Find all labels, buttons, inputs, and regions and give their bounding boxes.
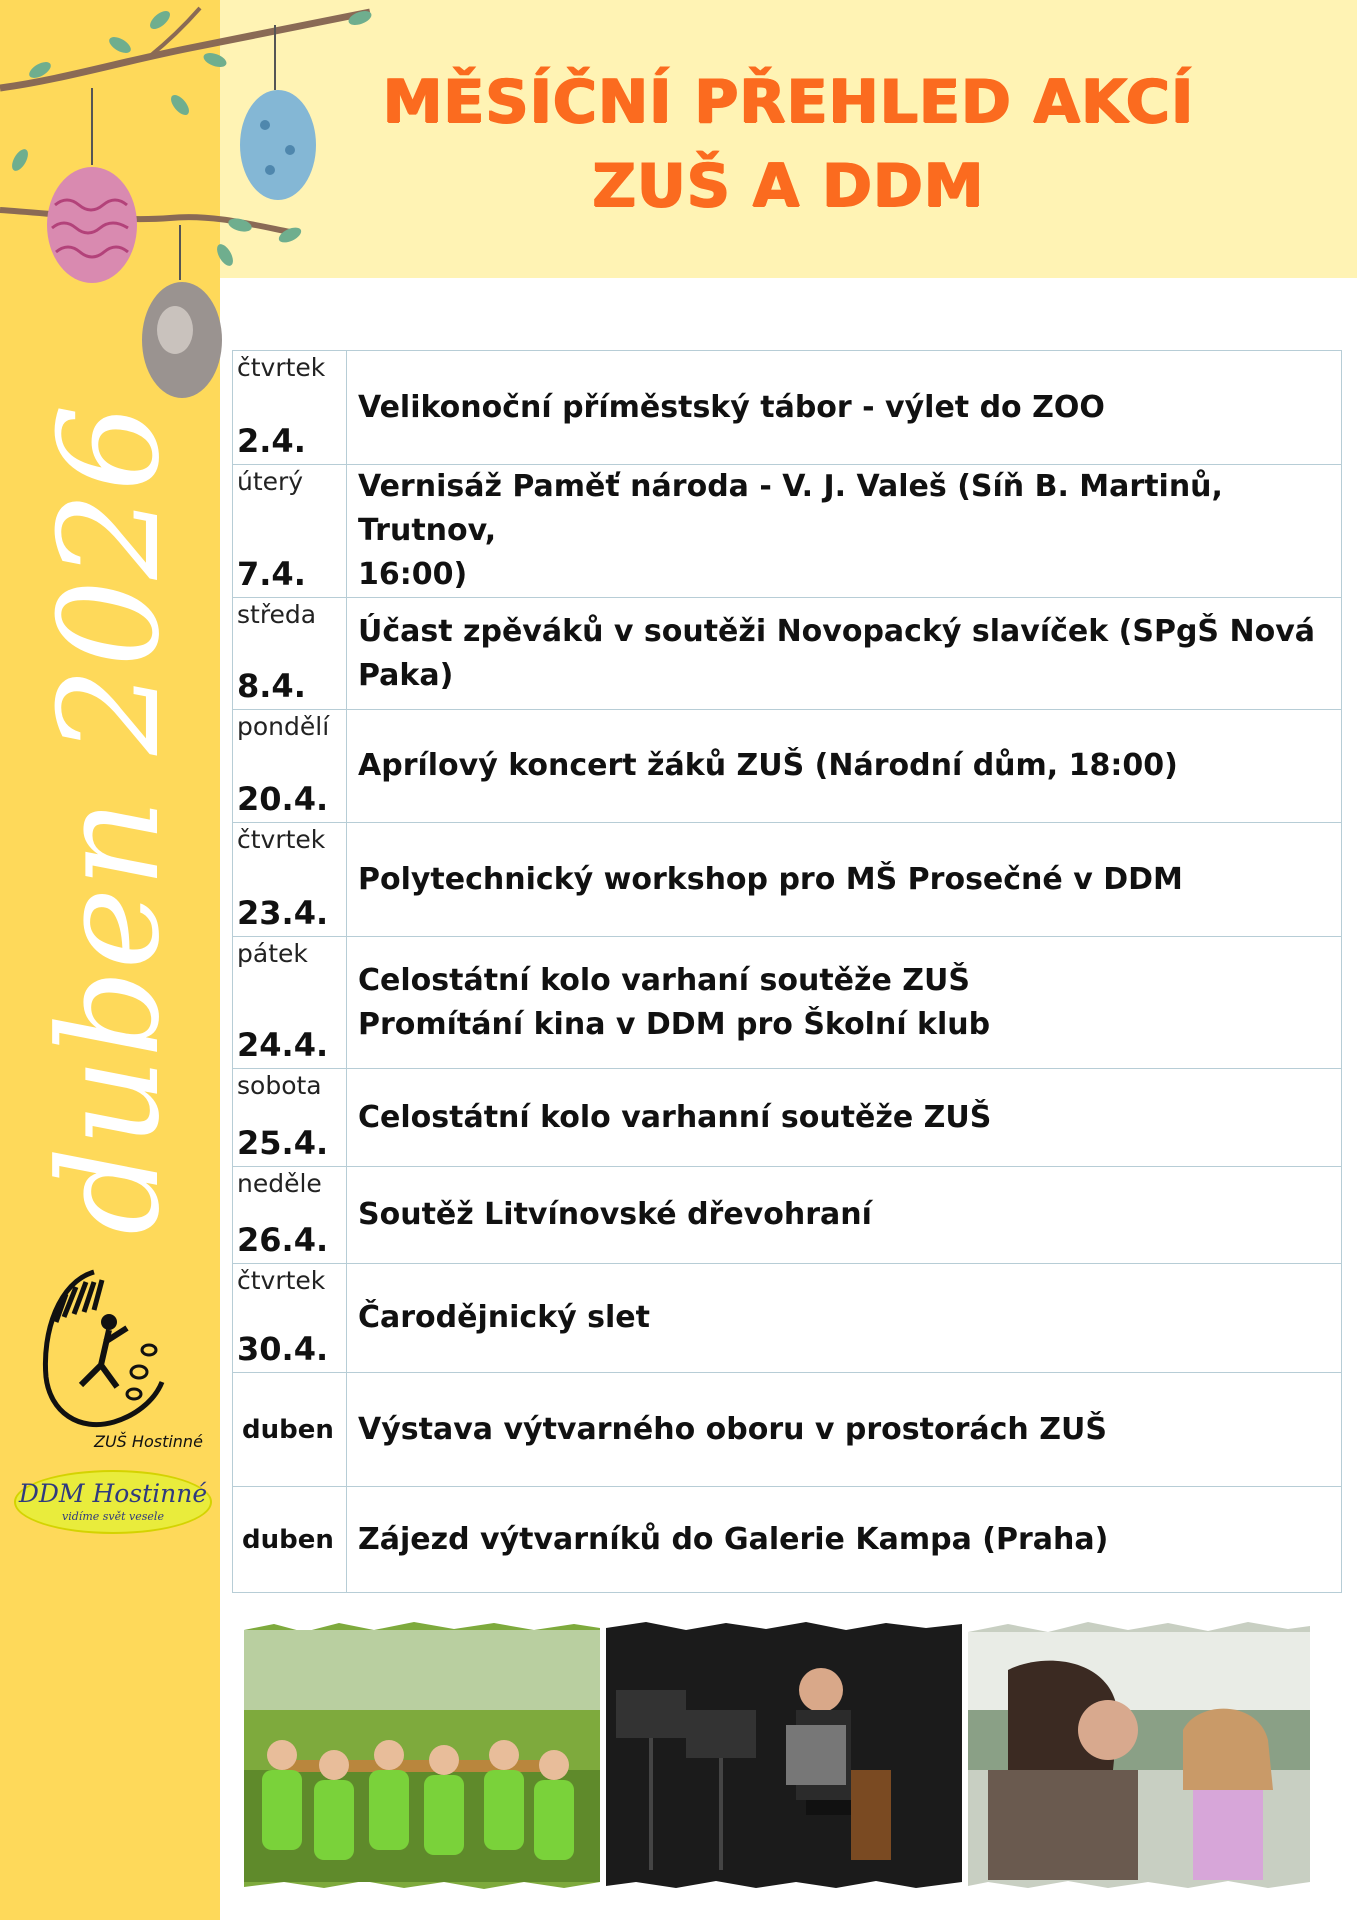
event-date-cell — [233, 823, 347, 937]
accordion-player-photo — [606, 1620, 962, 1890]
event-description-cell — [347, 937, 1342, 1069]
ddm-logo-name: DDM Hostinné — [18, 1479, 208, 1508]
event-row — [233, 710, 1342, 823]
event-month-cell — [233, 1487, 347, 1593]
page-title — [220, 60, 1357, 228]
event-date: duben — [242, 1414, 334, 1445]
event-description-line: Vernisáž Paměť národa - V. J. Valeš (Síň B. Martinů, Trutnov, — [358, 469, 1223, 548]
event-description-cell — [347, 1373, 1342, 1487]
event-weekday: čtvrtek — [237, 353, 326, 382]
event-weekday: pátek — [237, 939, 308, 968]
event-description-cell — [347, 1069, 1342, 1167]
event-description-line: Zájezd výtvarníků do Galerie Kampa (Praha) — [358, 1521, 1109, 1557]
month-label: duben 2026 — [29, 403, 190, 1235]
event-date-cell — [233, 1167, 347, 1264]
event-date: 25.4. — [237, 1124, 329, 1162]
event-description-line: Velikonoční příměstský tábor - výlet do ZOO — [358, 389, 1105, 425]
event-row — [233, 1069, 1342, 1167]
event-row — [233, 598, 1342, 710]
event-description-cell — [347, 710, 1342, 823]
event-date-cell — [233, 937, 347, 1069]
ddm-logo — [14, 1470, 212, 1534]
event-weekday: čtvrtek — [237, 825, 326, 854]
event-date: 23.4. — [237, 894, 329, 932]
event-weekday: čtvrtek — [237, 1266, 326, 1295]
event-row — [233, 1373, 1342, 1487]
event-description-line: 16:00) — [358, 557, 468, 592]
event-row — [233, 351, 1342, 465]
event-row — [233, 1487, 1342, 1593]
event-description-line: Výstava výtvarného oboru v prostorách ZUŠ — [358, 1411, 1107, 1447]
ddm-logo-slogan: vidíme svět vesele — [62, 1510, 164, 1523]
event-date-cell — [233, 351, 347, 465]
zus-logo-text: ZUŠ Hostinné — [94, 1432, 203, 1451]
event-date: 20.4. — [237, 780, 329, 818]
event-date-cell — [233, 465, 347, 598]
title-line-1: MĚSÍČNÍ PŘEHLED AKCÍ — [382, 67, 1195, 137]
event-date: 24.4. — [237, 1026, 329, 1064]
event-description-line: Účast zpěváků v soutěži Novopacký slavíček (SPgŠ Nová — [358, 613, 1315, 649]
event-date-cell — [233, 598, 347, 710]
event-row — [233, 1167, 1342, 1264]
event-description-line: Soutěž Litvínovské dřevohraní — [358, 1197, 872, 1232]
event-row — [233, 1264, 1342, 1373]
event-month-cell — [233, 1373, 347, 1487]
events-table — [232, 350, 1342, 1593]
event-description-line: Polytechnický workshop pro MŠ Prosečné v DDM — [358, 861, 1183, 897]
event-description-cell — [347, 1487, 1342, 1593]
event-description-line: Promítání kina v DDM pro Školní klub — [358, 1006, 991, 1042]
event-row — [233, 823, 1342, 937]
event-date: duben — [242, 1524, 334, 1555]
children-outdoors-photo — [244, 1620, 600, 1890]
event-weekday: neděle — [237, 1169, 322, 1198]
event-date-cell — [233, 1264, 347, 1373]
event-date: 26.4. — [237, 1221, 329, 1259]
event-weekday: středa — [237, 600, 317, 629]
title-line-2: ZUŠ A DDM — [592, 151, 985, 221]
event-description-line: Paka) — [358, 657, 454, 693]
witch-costume-photo — [968, 1620, 1310, 1890]
event-description-cell — [347, 598, 1342, 710]
event-description-cell — [347, 351, 1342, 465]
event-description-line: Aprílový koncert žáků ZUŠ (Národní dům, 18:00) — [358, 748, 1178, 783]
event-date: 8.4. — [237, 667, 306, 705]
event-description-cell — [347, 1264, 1342, 1373]
zus-logo — [34, 1262, 203, 1452]
event-weekday: úterý — [237, 467, 304, 496]
event-date: 7.4. — [237, 555, 306, 593]
event-row — [233, 937, 1342, 1069]
event-date: 2.4. — [237, 422, 306, 460]
event-description-line: Čarodějnický slet — [358, 1300, 650, 1335]
event-description-cell — [347, 1167, 1342, 1264]
event-date-cell — [233, 1069, 347, 1167]
event-description-cell — [347, 823, 1342, 937]
event-description-line: Celostátní kolo varhaní soutěže ZUŠ — [358, 962, 970, 998]
event-weekday: sobota — [237, 1071, 322, 1100]
event-weekday: pondělí — [237, 712, 330, 741]
event-date: 30.4. — [237, 1330, 329, 1368]
event-description-line: Celostátní kolo varhanní soutěže ZUŠ — [358, 1099, 992, 1135]
event-date-cell — [233, 710, 347, 823]
event-description-cell — [347, 465, 1342, 598]
event-row — [233, 465, 1342, 598]
